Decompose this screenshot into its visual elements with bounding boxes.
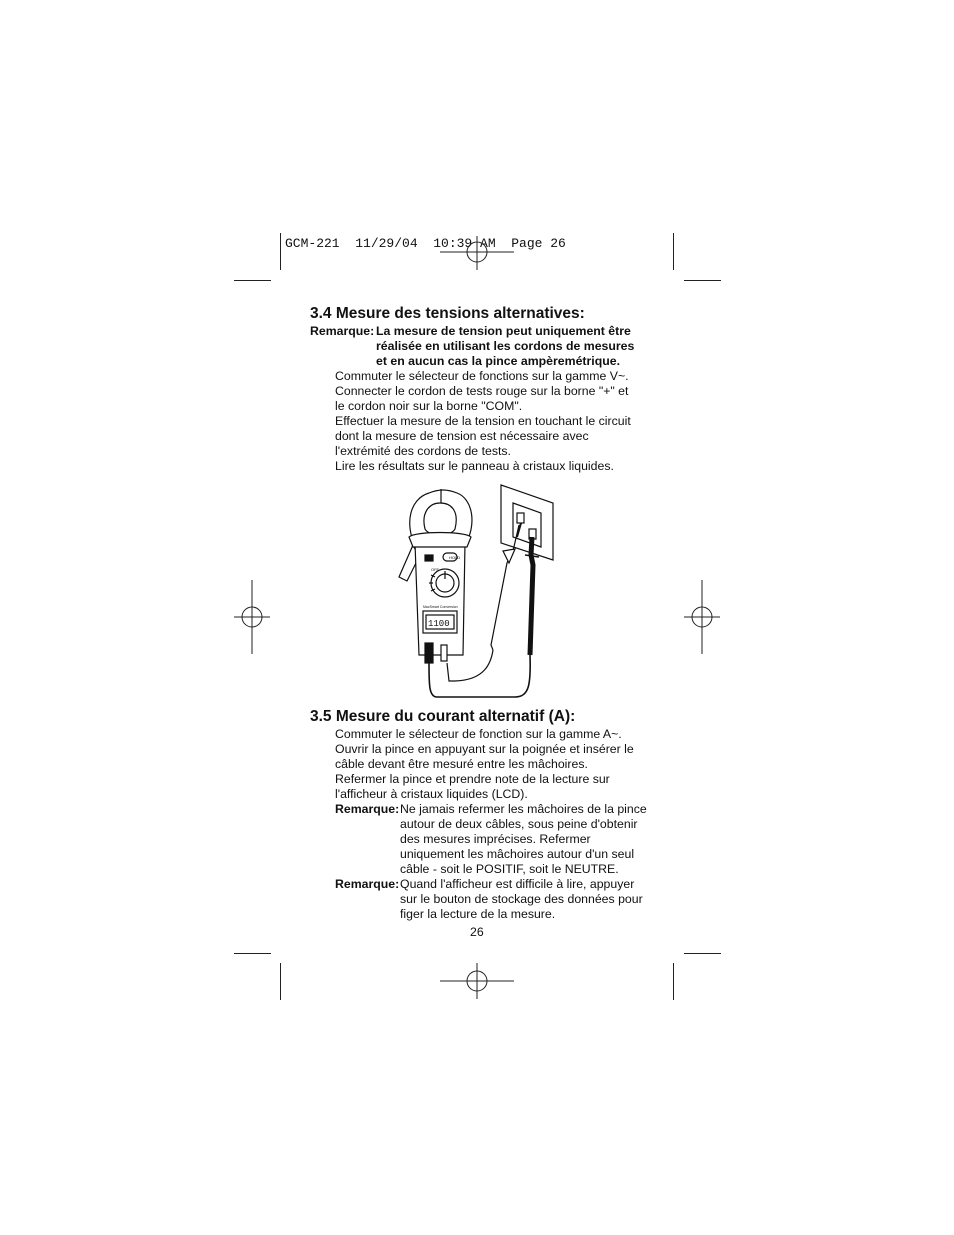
off-label: OFF	[431, 567, 439, 572]
section-3-4-title: 3.4 Mesure des tensions alternatives:	[310, 305, 585, 322]
clamp-meter-figure	[395, 485, 565, 705]
remark-2-label: Remarque:	[335, 877, 400, 891]
section-3-5-title: 3.5 Mesure du courant alternatif (A):	[310, 708, 576, 725]
section-3-4-body: Commuter le sélecteur de fonctions sur la gamme V~. Connecter le cordon de tests rouge sur la borne "+" et le cordon noir sur la borne "COM". Effectuer la mesure de la tension en touchant le circuit dont la mesure de tension est nécessaire avec l'extrémité des cordons de tests. Lire les résultats sur le panneau à cristaux liquides.	[335, 369, 631, 473]
hold-label: HOLD	[449, 555, 461, 560]
page-number: 26	[470, 925, 484, 939]
lcd-reading: 1100	[428, 619, 450, 629]
section-3-5-body: Commuter le sélecteur de fonction sur la gamme A~. Ouvrir la pince en appuyant sur la poignée et insérer le câble devant être mesuré entre les mâchoires. Refermer la pince et prendre note de la lecture sur l'afficheur à cristaux liquides (LCD).	[335, 727, 634, 801]
remark-text: La mesure de tension peut uniquement être réalisée en utilisant les cordons de mesures et en aucun cas la pince ampèremétrique.	[376, 324, 635, 368]
remark-label: Remarque:	[310, 324, 375, 338]
remark-1-text: Ne jamais refermer les mâchoires de la pince autour de deux câbles, sous peine d'obtenir des mesures imprécises. Refermer uniquement les mâchoires autour d'un seul câble - soit le POSITIF, soit le NEUTRE.	[400, 802, 647, 876]
remark-2-text: Quand l'afficheur est difficile à lire, appuyer sur le bouton de stockage des données pour figer la lecture de la mesure.	[400, 877, 643, 921]
print-slug: GCM-221 11/29/04 10:39 AM Page 26	[285, 236, 566, 251]
remark-1-label: Remarque:	[335, 802, 400, 816]
brand-label: MacSmart Conversion	[423, 605, 458, 609]
